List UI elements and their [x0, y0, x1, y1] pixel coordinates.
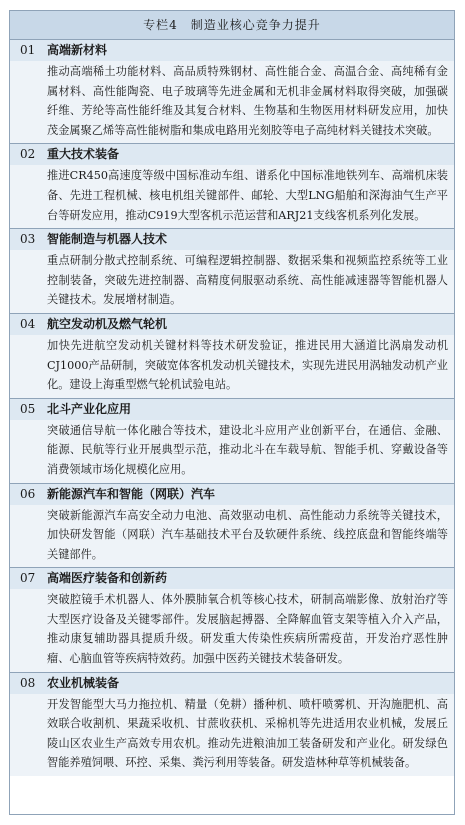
list-item: [10, 229, 454, 314]
item-number: 01: [20, 43, 36, 57]
column-title: 专栏4 制造业核心竞争力提升: [10, 11, 454, 40]
item-heading: 农业机械装备: [47, 675, 120, 690]
item-text: 重点研制分散式控制系统、可编程逻辑控制器、数据采集和视频监控系统等工业控制装备，突破先进控制器、高精度伺服驱动系统、高性能减速器等智能机器人关键技术。发展增材制造。: [10, 250, 454, 313]
item-number: 07: [20, 571, 36, 586]
item-number: 03: [20, 232, 36, 247]
item-heading: 智能制造与机器人技术: [47, 232, 168, 247]
item-number: 08: [20, 675, 36, 690]
item-heading: 重大技术装备: [47, 147, 120, 162]
item-text: 推动高端稀土功能材料、高品质特殊钢材、高性能合金、高温合金、高纯稀有金属材料、高性能陶瓷、电子玻璃等先进金属和无机非金属材料取得突破，加强碳纤维、芳纶等高性能纤维及其复合材料、生物基和生物医用材料研发应用，加快茂金属聚乙烯等高性能树脂和集成电路用光刻胶等电子高纯材料关键技术突破。: [10, 61, 454, 143]
item-heading: 北斗产业化应用: [47, 401, 132, 416]
list-item: [10, 314, 454, 399]
item-text: 加快先进航空发动机关键材料等技术研发验证，推进民用大涵道比涡扇发动机CJ1000产品研制，突破宽体客机发动机关键技术，实现先进民用涡轴发动机产业化。建设上海重型燃气轮机试验电站。: [10, 335, 454, 398]
list-item: [10, 568, 454, 672]
item-number: 04: [20, 316, 36, 331]
item-text: 突破新能源汽车高安全动力电池、高效驱动电机、高性能动力系统等关键技术，加快研发智能（网联）汽车基础技术平台及软硬件系统、线控底盘和智能终端等关键部件。: [10, 505, 454, 568]
item-text: 突破通信导航一体化融合等技术，建设北斗应用产业创新平台，在通信、金融、能源、民航等行业开展典型示范，推动北斗在车载导航、智能手机、穿戴设备等消费领域市场化规模化应用。: [10, 420, 454, 483]
item-heading: 新能源汽车和智能（网联）汽车: [47, 486, 216, 501]
list-item: [10, 673, 454, 776]
item-text: 突破腔镜手术机器人、体外膜肺氧合机等核心技术，研制高端影像、放射治疗等大型医疗设备及关键零部件。发展脑起搏器、全降解血管支架等植入介入产品，推动康复辅助器具提质升级。研发重大传染性疾病所需疫苗，开发治疗恶性肿瘤、心脑血管等疾病特效药。加强中医药关键技术装备研发。: [10, 589, 454, 671]
item-heading-row: [10, 673, 454, 694]
item-number: 05: [20, 401, 36, 416]
list-item: [10, 40, 454, 144]
item-number: 02: [20, 147, 36, 162]
list-item: [10, 144, 454, 229]
item-heading-row: [10, 144, 454, 165]
item-heading-row: [10, 314, 454, 335]
item-heading-row: [10, 484, 454, 505]
item-number: 06: [20, 486, 36, 501]
item-heading: 航空发动机及燃气轮机: [47, 316, 168, 331]
item-text: 推进CR450高速度等级中国标准动车组、谱系化中国标准地铁列车、高端机床装备、先进工程机械、核电机组关键部件、邮轮、大型LNG船舶和深海油气生产平台等研发应用，推动C919大型客机示范运营和ARJ21支线客机系列化发展。: [10, 165, 454, 228]
item-list: [10, 40, 454, 776]
item-heading-row: [10, 40, 454, 61]
item-heading: 高端医疗装备和创新药: [47, 571, 168, 586]
item-heading-row: [10, 568, 454, 589]
list-item: [10, 399, 454, 484]
column-box: [9, 10, 455, 815]
item-heading: 高端新材料: [47, 43, 108, 57]
list-item: [10, 484, 454, 569]
item-text: 开发智能型大马力拖拉机、精量（免耕）播种机、喷杆喷雾机、开沟施肥机、高效联合收割机、果蔬采收机、甘蔗收获机、采棉机等先进适用农业机械，发展丘陵山区农业生产高效专用农机。推动先进粮油加工装备研发和产业化。研发绿色智能养殖饲喂、环控、采集、粪污利用等装备。研发造林种草等机械装备。: [10, 694, 454, 776]
item-heading-row: [10, 229, 454, 250]
item-heading-row: [10, 399, 454, 420]
